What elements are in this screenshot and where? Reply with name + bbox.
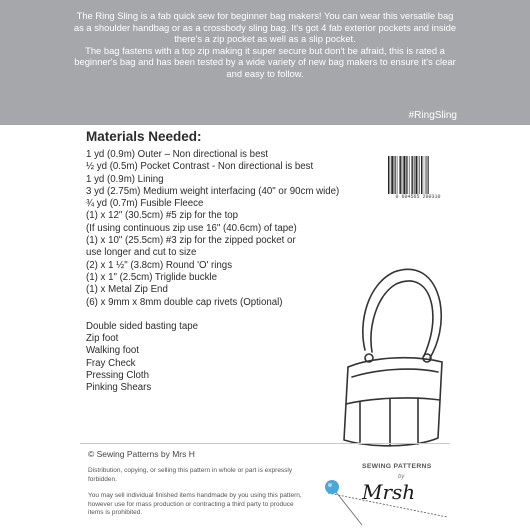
copyright: © Sewing Patterns by Mrs H [88, 449, 195, 459]
list-item: Pinking Shears [86, 382, 152, 394]
brand-logo [322, 457, 452, 527]
hashtag: #RingSling [408, 110, 457, 121]
list-item: (1) x Metal Zip End [86, 284, 168, 296]
list-item: Fray Check [86, 357, 136, 369]
logo-by: by [398, 474, 405, 480]
list-item: (1) x 1" (2.5cm) Triglide buckle [86, 271, 218, 283]
intro-banner [0, 0, 530, 125]
list-item: ¾ yd (0.7m) Fusible Fleece [86, 198, 204, 210]
intro-text [72, 10, 458, 80]
barcode-number: 0 604565 200310 [395, 194, 441, 200]
intro-paragraph-1: The Ring Sling is a fab quick sew for beginner bag makers! You can wear this versatile bag as a shoulder handbag or as a crossbody sling bag. It's got 4 fab exterior pockets and inside there's a zip pocket as well as a slip pocket. [73, 10, 457, 45]
list-item: 1 yd (0.9m) Outer – Non directional is best [86, 149, 268, 160]
list-item: (If using continuous zip use 16" (40.6cm) of tape) [86, 222, 297, 234]
footer-divider [80, 443, 450, 444]
list-item: 1 yd (0.9m) Lining [86, 173, 164, 185]
logo-name: Mrsh [362, 480, 416, 504]
list-item: (2) x 1 ½" (3.8cm) Round 'O' rings [86, 259, 233, 271]
list-item: (1) x 12" (30.5cm) #5 zip for the top [86, 210, 239, 222]
bag-illustration [330, 262, 450, 462]
list-item: use longer and cut to size [86, 247, 197, 259]
materials-heading: Materials Needed: [86, 129, 202, 144]
list-item: Walking foot [86, 345, 139, 357]
list-item: Zip foot [86, 333, 119, 345]
legal-resale: You may sell individual finished items handmade by you using this pattern, however use for mass production or contracting a third party to produce items is prohibited. [88, 492, 302, 516]
list-item: Pressing Cloth [86, 370, 149, 382]
intro-paragraph-2: The bag fastens with a top zip making it super secure but don't be afraid, this is rated a beginner's bag and has been tested by a wide variety of new bag makers to ensure it's clear and easy to follow. [74, 44, 456, 79]
list-item: (6) x 9mm x 8mm double cap rivets (Optional) [86, 296, 283, 308]
logo-line: SEWING PATTERNS [362, 463, 432, 470]
barcode-icon [387, 156, 447, 194]
list-item: Double sided basting tape [86, 320, 199, 332]
list-item: (1) x 10" (25.5cm) #3 zip for the zipped pocket or [86, 235, 296, 247]
legal-distribution: Distribution, copying, or selling this pattern in whole or part is expressly forbidden. [88, 467, 293, 483]
list-item: ½ yd (0.5m) Pocket Contrast - Non directional is best [86, 161, 314, 173]
list-item: 3 yd (2.75m) Medium weight interfacing (40" or 90cm wide) [86, 185, 340, 197]
